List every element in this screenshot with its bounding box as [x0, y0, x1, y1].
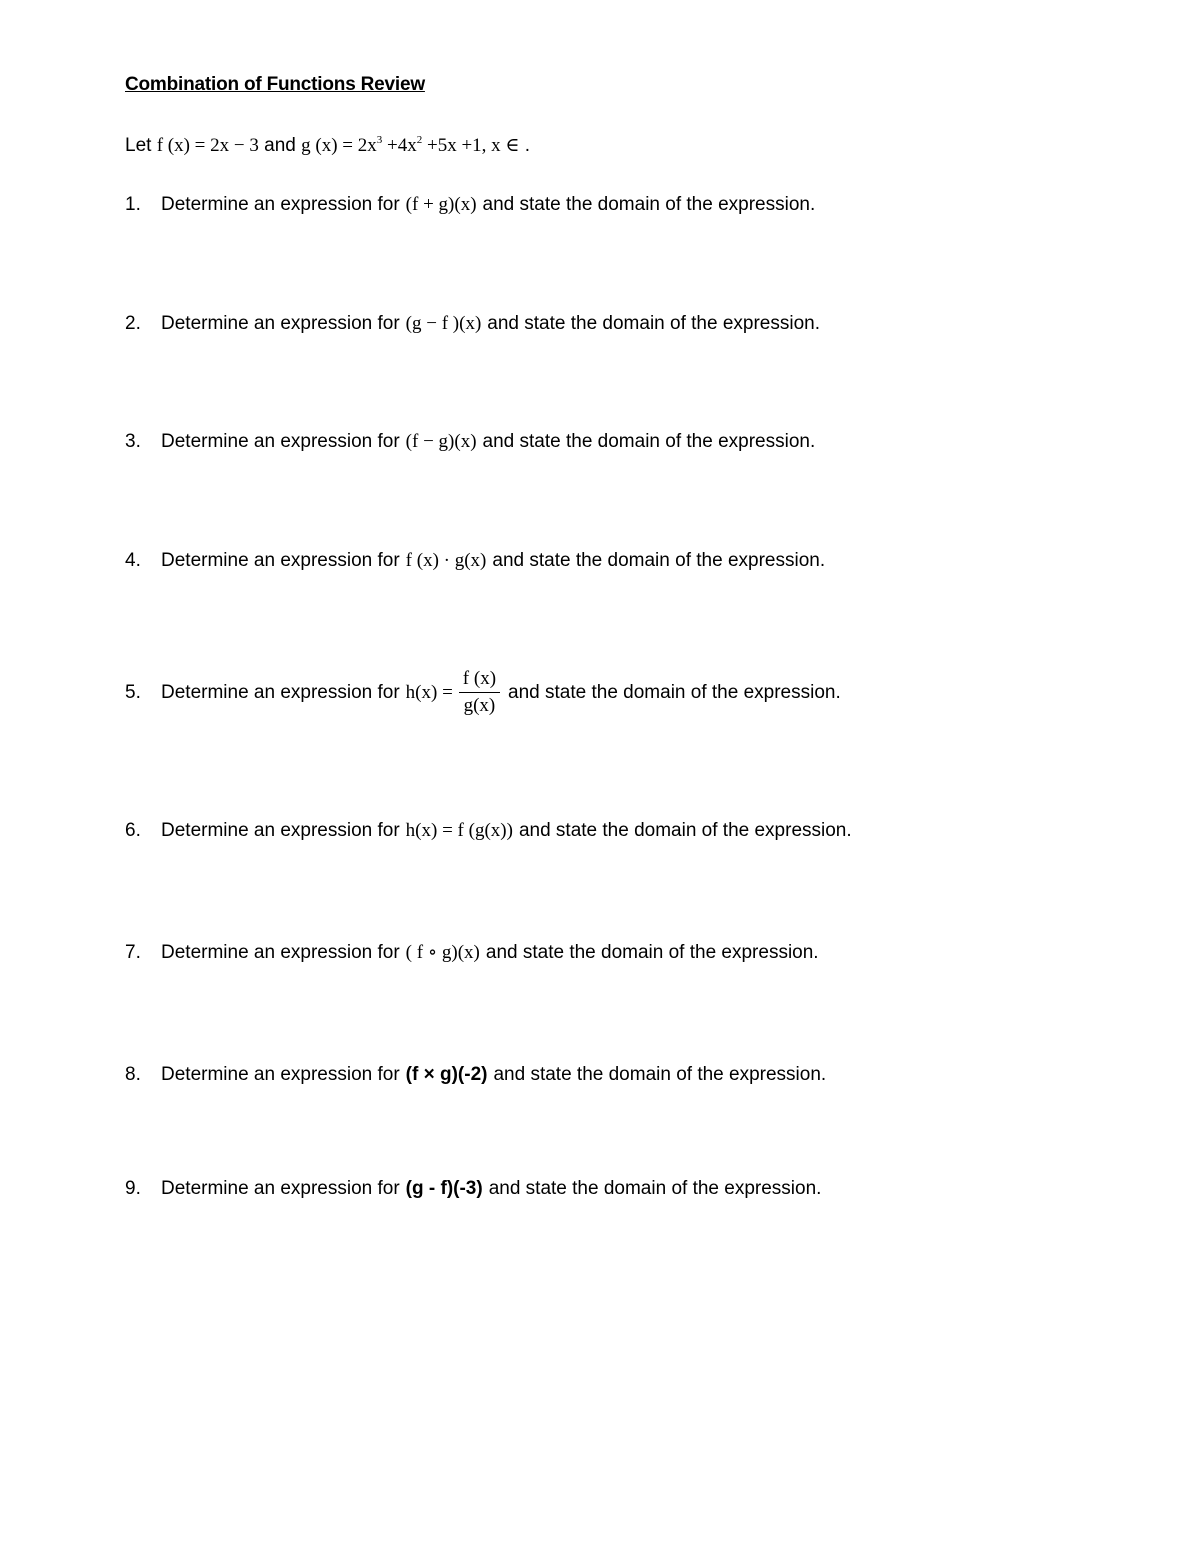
question-lead: Determine an expression for [161, 1064, 400, 1085]
question-lead: Determine an expression for [161, 941, 400, 963]
question-lead: Determine an expression for [161, 1178, 400, 1199]
question-lead: Determine an expression for [161, 820, 400, 841]
question-lead: Determine an expression for [161, 313, 400, 334]
g-definition [301, 135, 519, 156]
question-lead: Determine an expression for [161, 194, 400, 215]
question-7 [125, 941, 819, 964]
function-definitions [125, 134, 530, 157]
question-number: 9. [125, 1178, 141, 1199]
question-9 [125, 1178, 821, 1200]
question-tail: and state the domain of the expression. [518, 820, 852, 841]
let-label: Let [125, 135, 152, 156]
question-number: 7. [125, 941, 141, 963]
g-def-mid: +4x [382, 135, 417, 156]
fraction-numerator: f (x) [459, 668, 500, 693]
question-3 [125, 431, 815, 453]
question-number: 6. [125, 820, 141, 841]
question-number: 2. [125, 313, 141, 334]
question-number: 5. [125, 681, 141, 703]
question-tail: and state the domain of the expression. [482, 431, 816, 452]
question-6 [125, 820, 852, 842]
question-expression: h(x) = [405, 681, 453, 703]
and-label: and [264, 135, 296, 156]
question-tail: and state the domain of the expression. [482, 194, 816, 215]
definition-end: . [524, 135, 531, 156]
question-expression: (g - f)(-3) [405, 1178, 483, 1199]
question-expression: (f + g)(x) [405, 194, 477, 215]
f-definition: f (x) = 2x − 3 [156, 135, 259, 156]
question-tail: and state the domain of the expression. [488, 1178, 822, 1199]
question-expression: (g − f )(x) [405, 313, 482, 334]
question-8 [125, 1064, 826, 1086]
question-tail: and state the domain of the expression. [493, 1064, 827, 1085]
question-number: 3. [125, 431, 141, 452]
question-tail: and state the domain of the expression. [508, 681, 841, 703]
g-def-tail: +5x +1, x ∈ [422, 135, 520, 156]
question-lead: Determine an expression for [161, 550, 400, 571]
page-title: Combination of Functions Review [125, 74, 425, 95]
question-lead: Determine an expression for [161, 681, 400, 703]
question-tail: and state the domain of the expression. [492, 550, 826, 571]
question-5 [125, 668, 841, 717]
g-def-main: g (x) = 2x [301, 135, 377, 156]
question-tail: and state the domain of the expression. [485, 941, 819, 963]
fraction-denominator: g(x) [463, 695, 496, 716]
question-expression: ( f ∘ g)(x) [405, 942, 480, 963]
question-number: 4. [125, 550, 141, 571]
question-expression: h(x) = f (g(x)) [405, 820, 513, 841]
question-number: 8. [125, 1064, 141, 1085]
question-number: 1. [125, 194, 141, 215]
question-lead: Determine an expression for [161, 431, 400, 452]
g-exponent-2: 2 [416, 134, 423, 146]
question-4 [125, 550, 825, 572]
question-1 [125, 194, 815, 216]
question-expression: f (x) · g(x) [405, 550, 487, 571]
question-expression: (f × g)(-2) [405, 1064, 488, 1085]
question-2 [125, 313, 820, 335]
question-expression: (f − g)(x) [405, 431, 477, 452]
question-tail: and state the domain of the expression. [487, 313, 820, 334]
g-exponent-3: 3 [376, 134, 383, 146]
fraction [459, 668, 500, 717]
